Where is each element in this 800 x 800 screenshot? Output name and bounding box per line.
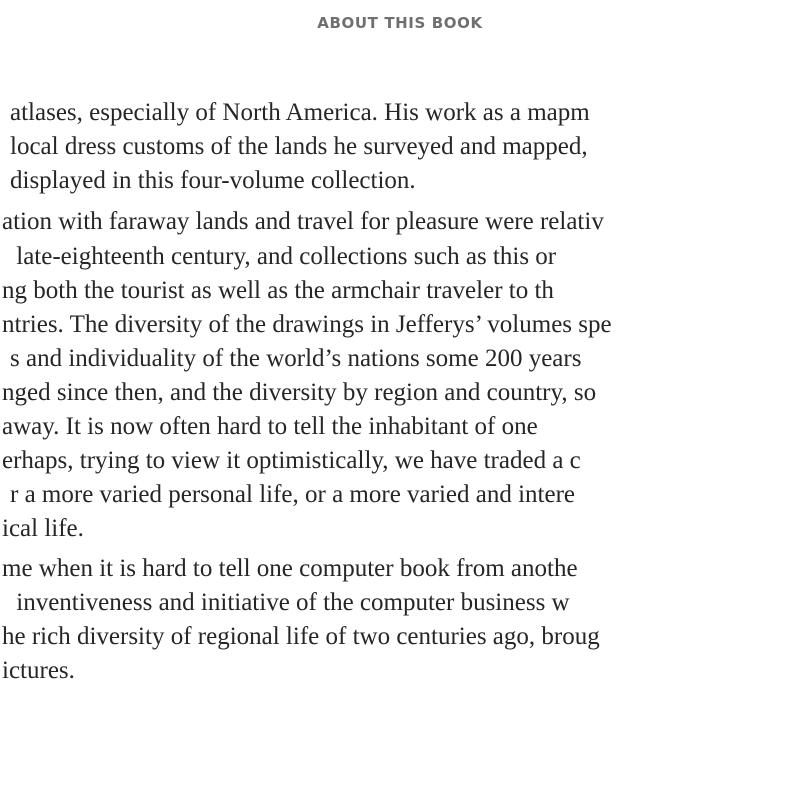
text-line: displayed in this four-volume collection. (10, 167, 416, 194)
text-line: atlases, especially of North America. His work as a mapm (10, 99, 590, 126)
text-line: erhaps, trying to view it optimistically, we have traded a c (2, 447, 581, 474)
text-line: nged since then, and the diversity by region and country, so (2, 379, 597, 406)
text-line: late-eighteenth century, and collections such as this or (10, 243, 557, 270)
text-line: r a more varied personal life, or a more varied and intere (10, 481, 576, 508)
text-line: ictures. (2, 657, 75, 684)
text-line: s and individuality of the world’s nations some 200 years (10, 345, 582, 372)
text-line: local dress customs of the lands he surveyed and mapped, (10, 133, 588, 160)
text-line: ical life. (2, 515, 84, 542)
text-line: ng both the tourist as well as the armchair traveler to th (2, 277, 554, 304)
text-line: he rich diversity of regional life of two centuries ago, broug (2, 623, 600, 650)
text-line: inventiveness and initiative of the computer business w (10, 589, 570, 616)
running-header: ABOUT THIS BOOK (317, 14, 483, 32)
text-line: ation with faraway lands and travel for pleasure were relativ (2, 208, 604, 235)
text-line: away. It is now often hard to tell the inhabitant of one (2, 413, 538, 440)
text-line: ntries. The diversity of the drawings in Jefferys’ volumes spe (2, 311, 612, 338)
text-line: me when it is hard to tell one computer book from anothe (2, 555, 578, 582)
